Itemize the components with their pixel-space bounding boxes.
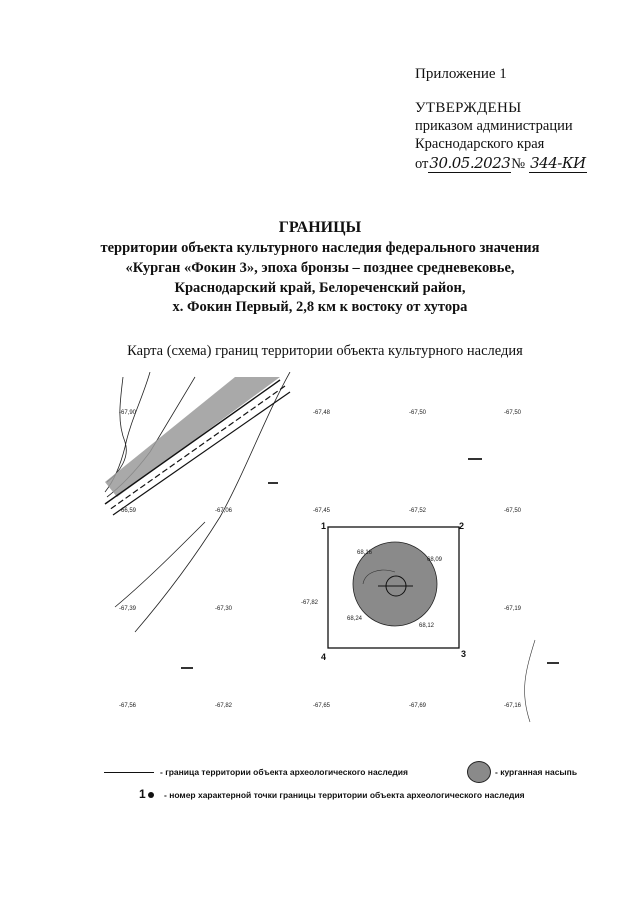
- title-line-3: Краснодарский край, Белореченский район,: [174, 280, 466, 296]
- elevation-label: -66,59: [119, 508, 137, 514]
- legend-boundary-line: [104, 772, 154, 773]
- map-symbol: [547, 662, 559, 664]
- legend-mound-icon: [467, 761, 491, 783]
- road-band: [105, 377, 290, 515]
- approved-by-line: приказом администрации: [415, 118, 573, 134]
- elevation-label: -67,19: [504, 606, 522, 612]
- mound-elevation: 68,09: [427, 557, 443, 563]
- mound-elevation: 68,12: [419, 623, 435, 629]
- order-number-sign: №: [511, 156, 526, 172]
- approved-heading: УТВЕРЖДЕНЫ: [415, 100, 522, 116]
- elevation-label: -67,39: [119, 606, 137, 612]
- elevation-label: -67,30: [215, 606, 233, 612]
- legend-point-dot-icon: [148, 792, 154, 798]
- mound-elevation: 68,24: [347, 616, 363, 622]
- mound-elevation: 68,16: [357, 550, 373, 556]
- title-line-4: х. Фокин Первый, 2,8 км к востоку от хутора: [172, 299, 468, 315]
- map-symbol: [268, 482, 278, 484]
- appendix-label: Приложение 1: [415, 66, 507, 82]
- elevation-label: -67,90: [119, 410, 137, 416]
- document-title: ГРАНИЦЫ: [278, 219, 362, 236]
- order-line: [415, 154, 587, 173]
- map-symbol: [181, 667, 193, 669]
- elevation-label: -67,52: [409, 508, 427, 514]
- elevation-label: -67,50: [504, 410, 522, 416]
- elevation-label: -67,48: [313, 410, 331, 416]
- boundary-point-4: 4: [321, 652, 327, 662]
- elevation-label: -67,06: [215, 508, 233, 514]
- boundary-point-1: 1: [321, 521, 327, 531]
- map-caption: Карта (схема) границ территории объекта культурного наследия: [127, 343, 523, 359]
- legend-point-number: 1: [139, 787, 146, 801]
- elevation-label: -67,50: [409, 410, 427, 416]
- elevation-label: -67,82: [301, 600, 319, 606]
- elevation-label: -67,50: [504, 508, 522, 514]
- elevation-label: -67,16: [504, 703, 522, 709]
- elevation-label: -67,65: [313, 703, 331, 709]
- legend-boundary-text: - граница территории объекта археологического наследия: [160, 767, 408, 777]
- boundary-point-2: 2: [459, 521, 465, 531]
- order-number: 344-КИ: [530, 154, 586, 172]
- elevation-label: -67,82: [215, 703, 233, 709]
- elevation-label: -67,56: [119, 703, 137, 709]
- elevation-label: -67,69: [409, 703, 427, 709]
- legend-point-text: - номер характерной точки границы территории объекта археологического наследия: [164, 790, 525, 800]
- elevation-label: -67,45: [313, 508, 331, 514]
- order-prefix: от: [415, 156, 429, 172]
- approved-region-line: Краснодарского края: [415, 136, 545, 152]
- title-line-1: территории объекта культурного наследия федерального значения: [100, 240, 540, 256]
- map-symbol: [468, 458, 482, 460]
- title-line-2: «Курган «Фокин 3», эпоха бронзы – позднее средневековье,: [125, 260, 515, 276]
- boundary-point-3: 3: [461, 649, 467, 659]
- contour-lines: [525, 640, 535, 722]
- legend-mound-text: - курганная насыпь: [495, 767, 578, 777]
- order-date: 30.05.2023: [429, 154, 511, 172]
- boundary-map: [95, 372, 575, 727]
